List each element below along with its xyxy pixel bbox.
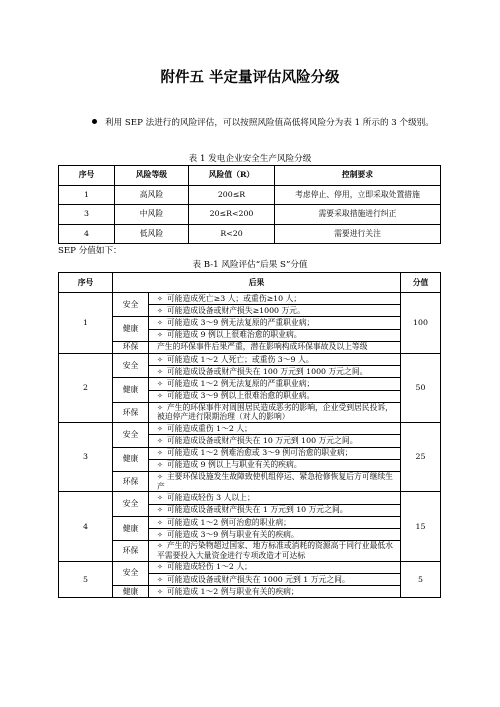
consequence-cell bbox=[149, 541, 401, 561]
consequence-cell bbox=[149, 561, 401, 573]
consequence-text: 可能造成轻伤 3 人以上； bbox=[166, 493, 255, 503]
table-row bbox=[59, 205, 441, 225]
risk-level-table bbox=[58, 165, 441, 244]
consequence-text: 产生的环保事件后果严重，潜在影响构成环保事故及以上等级 bbox=[157, 342, 368, 352]
consequence-cell bbox=[149, 492, 401, 504]
table-row bbox=[59, 185, 441, 205]
intro-text: 利用 SEP 法进行的风险评估，可以按照风险值高低将风险分为表 1 所示的 3 个级别。 bbox=[105, 118, 434, 128]
row-number-cell: 2 bbox=[59, 353, 113, 422]
diamond-bullet-icon: ✧ bbox=[157, 380, 163, 389]
consequence-cell bbox=[149, 390, 401, 402]
diamond-bullet-icon: ✧ bbox=[157, 437, 163, 446]
consequence-cell bbox=[149, 402, 401, 422]
header-cell: 后果 bbox=[113, 273, 401, 293]
bullet-icon bbox=[92, 119, 97, 124]
consequence-text: 可能造成重伤 1～2 人； bbox=[166, 423, 252, 433]
table-row bbox=[59, 447, 441, 459]
table-cell: 4 bbox=[59, 224, 115, 244]
consequence-cell bbox=[149, 459, 401, 471]
consequence-text: 可能造成 1～2 人死亡；或重伤 3～9 人。 bbox=[166, 354, 314, 364]
consequence-text: 可能造成 1～2 例难治愈或 3～9 例可治愈的职业病； bbox=[166, 448, 353, 458]
table-row bbox=[59, 516, 441, 528]
consequence-text: 可能造成设备或财产损失在 10 万元到 100 万元之间。 bbox=[166, 436, 358, 446]
consequence-text: 可能造成 1～2 例无法复原的严重职业病； bbox=[166, 379, 315, 389]
score-cell: 5 bbox=[401, 561, 441, 598]
diamond-bullet-icon: ✧ bbox=[157, 575, 163, 584]
score-cell: 100 bbox=[401, 293, 441, 354]
consequence-text: 可能造成设备或财产损失在 1000 元到 1 万元之间。 bbox=[166, 574, 350, 584]
table-row bbox=[59, 293, 441, 305]
consequence-cell bbox=[149, 586, 401, 598]
diamond-bullet-icon: ✧ bbox=[157, 587, 163, 596]
consequence-cell bbox=[149, 504, 401, 516]
category-cell: 安全 bbox=[113, 293, 149, 317]
table-row bbox=[59, 341, 441, 353]
consequence-cell bbox=[149, 447, 401, 459]
category-cell: 安全 bbox=[113, 492, 149, 516]
category-cell: 健康 bbox=[113, 317, 149, 341]
consequence-text: 产生的环保事件对周围居民造成恶劣的影响，企业受到居民投诉，被迫停产进行限期治理（对人的影响） bbox=[157, 402, 393, 422]
diamond-bullet-icon: ✧ bbox=[157, 424, 163, 433]
category-cell: 安全 bbox=[113, 561, 149, 585]
diamond-bullet-icon: ✧ bbox=[157, 355, 163, 364]
table-cell: 1 bbox=[59, 185, 115, 205]
consequence-cell bbox=[149, 293, 401, 305]
consequence-cell bbox=[149, 366, 401, 378]
category-cell: 环保 bbox=[113, 402, 149, 422]
consequence-cell bbox=[149, 516, 401, 528]
consequence-cell bbox=[149, 341, 401, 353]
consequence-score-table bbox=[58, 272, 441, 598]
consequence-text: 产生的污染物超过国家、地方标准或消耗的资源高于同行业最低水平需要投入大量资金进行专项改造才可达标 bbox=[157, 541, 393, 560]
header-cell: 风险值（R） bbox=[189, 166, 275, 186]
table-row bbox=[59, 492, 441, 504]
consequence-text: 可能造成死亡≥3 人；或重伤≥10 人； bbox=[166, 293, 302, 303]
table1-caption: 表 1 发电企业安全生产风险分级 bbox=[188, 154, 312, 164]
score-cell: 50 bbox=[401, 353, 441, 422]
category-cell: 健康 bbox=[113, 447, 149, 471]
header-cell: 序号 bbox=[59, 166, 115, 186]
consequence-text: 可能造成 3～9 例无法复原的严重职业病； bbox=[166, 318, 315, 328]
table2-caption: 表 B-1 风险评估“后果 S”分值 bbox=[192, 260, 308, 270]
consequence-cell bbox=[149, 573, 401, 585]
diamond-bullet-icon: ✧ bbox=[157, 542, 163, 551]
table-row bbox=[59, 402, 441, 422]
diamond-bullet-icon: ✧ bbox=[157, 319, 163, 328]
consequence-cell bbox=[149, 329, 401, 341]
table-row bbox=[59, 586, 441, 598]
header-cell: 序号 bbox=[59, 273, 113, 293]
diamond-bullet-icon: ✧ bbox=[157, 367, 163, 376]
diamond-bullet-icon: ✧ bbox=[157, 403, 163, 412]
diamond-bullet-icon: ✧ bbox=[157, 331, 163, 340]
consequence-text: 可能造成设备或财产损失在 1 万元到 10 万元之间。 bbox=[166, 505, 348, 515]
consequence-table-body bbox=[59, 273, 441, 598]
diamond-bullet-icon: ✧ bbox=[157, 461, 163, 470]
consequence-text: 可能造成 1～2 例与职业有关的疾病； bbox=[166, 586, 299, 596]
sep-note: SEP 分值如下： bbox=[58, 246, 122, 256]
diamond-bullet-icon: ✧ bbox=[157, 563, 163, 572]
consequence-text: 可能造成 9 例以上很难治愈的职业病。 bbox=[166, 330, 302, 340]
intro-paragraph bbox=[92, 116, 434, 128]
consequence-text: 可能造成 9 例以上与职业有关的疾病。 bbox=[166, 460, 302, 470]
header-cell: 控制要求 bbox=[275, 166, 441, 186]
category-cell: 健康 bbox=[113, 378, 149, 402]
table-header-row bbox=[59, 273, 441, 293]
consequence-cell bbox=[149, 471, 401, 491]
table-cell: R<20 bbox=[189, 224, 275, 244]
table-row bbox=[59, 378, 441, 390]
consequence-cell bbox=[149, 305, 401, 317]
diamond-bullet-icon: ✧ bbox=[157, 506, 163, 515]
row-number-cell: 1 bbox=[59, 293, 113, 354]
diamond-bullet-icon: ✧ bbox=[157, 530, 163, 539]
table-row bbox=[59, 561, 441, 573]
consequence-text: 可能造成设备或财产损失在 100 万元到 1000 万元之间。 bbox=[166, 366, 368, 376]
page-title: 附件五 半定量评估风险分级 bbox=[160, 70, 340, 86]
category-cell: 安全 bbox=[113, 423, 149, 447]
category-cell: 健康 bbox=[113, 516, 149, 540]
table-row bbox=[59, 423, 441, 435]
table-row bbox=[59, 471, 441, 491]
diamond-bullet-icon: ✧ bbox=[157, 449, 163, 458]
consequence-cell bbox=[149, 378, 401, 390]
table-row bbox=[59, 317, 441, 329]
consequence-cell bbox=[149, 423, 401, 435]
score-cell: 15 bbox=[401, 492, 441, 561]
consequence-text: 可能造成设备或财产损失≥1000 万元。 bbox=[166, 305, 305, 315]
row-number-cell: 4 bbox=[59, 492, 113, 561]
table-cell: 20≤R<200 bbox=[189, 205, 275, 225]
diamond-bullet-icon: ✧ bbox=[157, 294, 163, 303]
table-row bbox=[59, 353, 441, 365]
diamond-bullet-icon: ✧ bbox=[157, 392, 163, 401]
category-cell: 健康 bbox=[113, 586, 149, 598]
category-cell: 环保 bbox=[113, 541, 149, 561]
table-header-row bbox=[59, 166, 441, 186]
consequence-text: 主要环保设施发生故障致使机组停运、紧急抢修恢复后方可继续生产 bbox=[157, 471, 393, 491]
consequence-cell bbox=[149, 435, 401, 447]
table-cell: 200≤R bbox=[189, 185, 275, 205]
table-cell: 需要进行关注 bbox=[275, 224, 441, 244]
table-row bbox=[59, 224, 441, 244]
score-cell: 25 bbox=[401, 423, 441, 492]
row-number-cell: 5 bbox=[59, 561, 113, 598]
table-cell: 考虑停止、停用，立即采取处置措施 bbox=[275, 185, 441, 205]
table-cell: 需要采取措施进行纠正 bbox=[275, 205, 441, 225]
diamond-bullet-icon: ✧ bbox=[157, 494, 163, 503]
header-cell: 分值 bbox=[401, 273, 441, 293]
consequence-text: 可能造成 1～2 例可治愈的职业病； bbox=[166, 517, 291, 527]
diamond-bullet-icon: ✧ bbox=[157, 518, 163, 527]
consequence-cell bbox=[149, 353, 401, 365]
row-number-cell: 3 bbox=[59, 423, 113, 492]
table-cell: 中风险 bbox=[115, 205, 189, 225]
consequence-cell bbox=[149, 317, 401, 329]
consequence-text: 可能造成 3～9 例与职业有关的疾病。 bbox=[166, 529, 299, 539]
consequence-cell bbox=[149, 528, 401, 540]
consequence-text: 可能造成 3～9 例以上很难治愈的职业病。 bbox=[166, 391, 315, 401]
table-cell: 3 bbox=[59, 205, 115, 225]
table-row bbox=[59, 541, 441, 561]
header-cell: 风险等级 bbox=[115, 166, 189, 186]
table-cell: 高风险 bbox=[115, 185, 189, 205]
category-cell: 安全 bbox=[113, 353, 149, 377]
diamond-bullet-icon: ✧ bbox=[157, 306, 163, 315]
category-cell: 环保 bbox=[113, 341, 149, 353]
table-cell: 低风险 bbox=[115, 224, 189, 244]
consequence-text: 可能造成轻伤 1～2 人； bbox=[166, 562, 252, 572]
category-cell: 环保 bbox=[113, 471, 149, 491]
diamond-bullet-icon: ✧ bbox=[157, 472, 163, 481]
